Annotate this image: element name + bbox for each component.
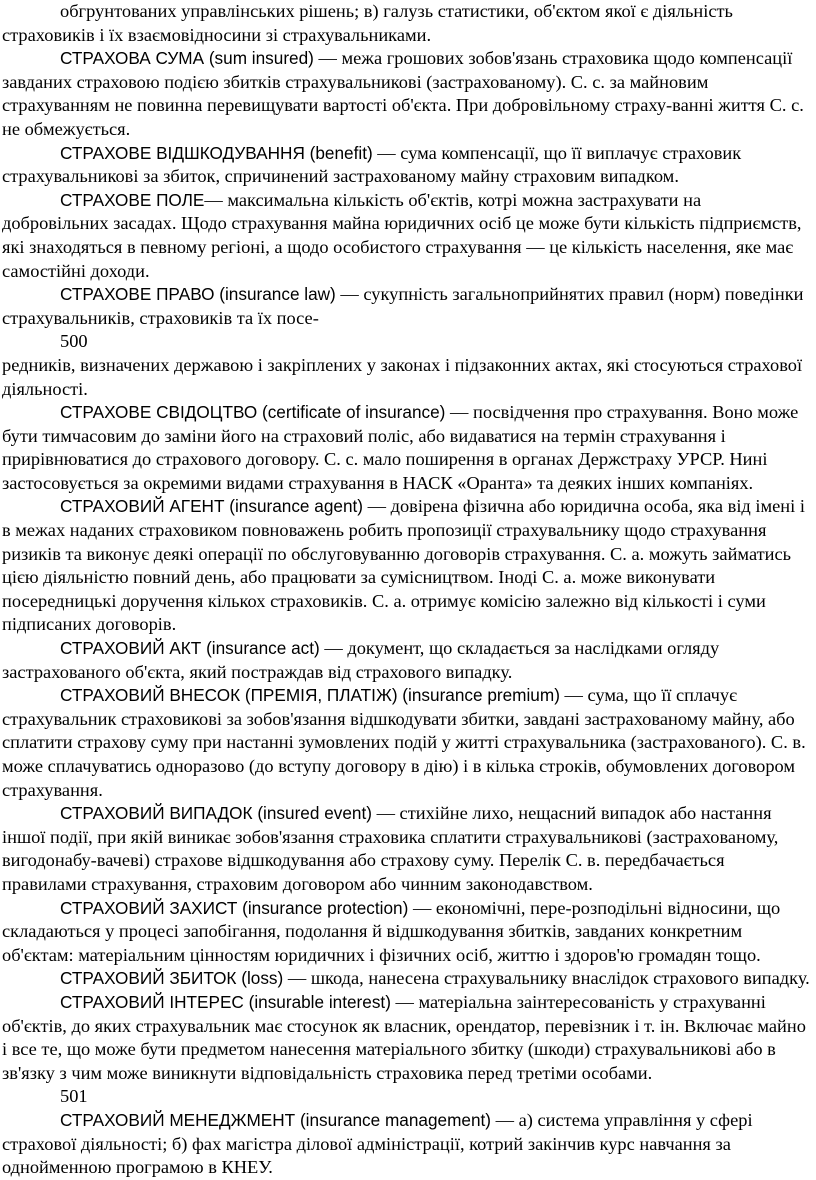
entry-term: СТРАХОВИЙ ЗАХИСТ (insurance protection) [60, 897, 409, 918]
entry-term: СТРАХОВИЙ МЕНЕДЖМЕНТ (insurance management) [60, 1109, 492, 1130]
entry-term: СТРАХОВА СУМА (sum insured) [60, 48, 314, 69]
entry-definition: — стихійне лихо, нещасний випадок або настання іншої події, при якій виникає зобов'язання страховика сплатити страхувальникові (застрахованому, вигодонабу-вачеві) страхове відшкодування або страхову суму. Перелік С. в. передбачається правилами страхування, страховим договором або чинним законодавством. [2, 803, 779, 894]
glossary-entry [2, 1109, 812, 1180]
entry-term: СТРАХОВЕ ВІДШКОДУВАННЯ (benefit) [60, 142, 373, 163]
entry-definition: — сума, що її сплачує страхувальник страховикові за зобов'язання відшкодувати збитки, завдані застрахованому майну, або сплатити страхову суму при настанні зумовлених подій у житті страхувальника (застрахованого). С. в. може сплачуватись одноразово (до вступу договору в дію) і в кілька строків, обумовлених договором страхування. [2, 685, 806, 800]
entry-definition: — довірена фізична або юридична особа, яка від імені і в межах наданих страховиком повноважень робить пропозиції страхувальнику щодо страхування ризиків та виконує деякі операції по обслуговуванню договорів страхування. С. а. можуть займатись цією діяльністю повний день, або працювати за сумісництвом. Іноді С. а. може виконувати посередницькі доручення кількох страховиків. С. а. отримує комісію залежно від кількості і суми підписаних договорів. [2, 496, 805, 635]
entry-term: СТРАХОВЕ ПРАВО (insurance law) [60, 284, 336, 305]
entry-definition: — сукупність загальноприйнятих правил (норм) поведінки страхувальників, страховиків та їх посе- [2, 284, 804, 328]
glossary-entry [2, 897, 812, 968]
entry-definition: — а) система управління у сфері страхової діяльності; б) фах магістра ділової адміністрації, котрий закінчив курс навчання за однойменною програмою в КНЕУ. [2, 1109, 753, 1178]
glossary-entry [2, 684, 812, 802]
entry-definition: — матеріальна заінтересованість у страхуванні об'єктів, до яких страхувальник має стосунок як власник, орендатор, перевізник і т. ін. Включає майно і все те, що може бути предметом нанесення матеріального збитку (шкоди) страхувальникові або в зв'язку з чим може виникнути відповідальність страховика перед третіми особами. [2, 991, 806, 1083]
paragraph-text: обгрунтованих управлінських рішень; в) галузь статистики, об'єктом якої є діяльність страховиків і їх взаємовідносини зі страхувальниками. [2, 1, 733, 45]
glossary-entry [2, 637, 812, 684]
entry-term: СТРАХОВИЙ ІНТЕРЕС (insurable interest) [60, 991, 391, 1012]
glossary-entry [2, 189, 812, 283]
entry-term: СТРАХОВИЙ ВИПАДОК (insured event) [60, 803, 372, 824]
page-number: 501 [60, 1086, 88, 1107]
entry-term: СТРАХОВИЙ АКТ (insurance act) [60, 638, 320, 659]
entry-definition: — сума компенсації, що її виплачує страховик страхувальникові за збиток, спричинений застрахованому майну страховим випадком. [2, 142, 742, 187]
glossary-entry [2, 802, 812, 896]
body-paragraph [2, 354, 812, 401]
entry-term: СТРАХОВЕ ПОЛЕ [60, 189, 205, 210]
glossary-entry [2, 967, 812, 991]
glossary-entry [2, 401, 812, 495]
entry-definition: — максимальна кількість об'єктів, котрі можна застрахувати на добровільних засадах. Щодо страхування майна юридичних осіб це може бути кількість підприємств, які знаходяться в певному регіоні, а щодо особистого страхування — це кількість населення, яке має самостійні доходи. [2, 189, 802, 281]
glossary-entry [2, 495, 812, 637]
body-paragraph [2, 0, 812, 47]
glossary-entry [2, 142, 812, 189]
glossary-entry [2, 991, 812, 1085]
entry-definition: — економічні, пере-розподільні відносини, що складаються у процесі запобігання, подолання й відшкодування збитків, завданих конкретним об'єктам: матеріальним цінностям юридичних і фізичних осіб, життю і здоров'ю громадян тощо. [2, 897, 781, 965]
entry-definition: — посвідчення про страхування. Воно може бути тимчасовим до заміни його на страховий поліс, або видаватися на термін страхування і прирівнюватися до страхового договору. С. с. мало поширення в органах Держстраху УРСР. Нині застосовується за окремими видами страхування в НАСК «Оранта» та деяких інших компаніях. [2, 402, 799, 493]
paragraph-text: редників, визначених державою і закріплених у законах і підзаконних актах, які стосуються страхової діяльності. [2, 354, 803, 399]
entry-term: СТРАХОВЕ СВІДОЦТВО (certificate of insurance) [60, 402, 446, 423]
page-number: 500 [60, 331, 88, 352]
entry-definition: — шкода, нанесена страхувальнику внаслідок страхового випадку. [283, 968, 810, 989]
entry-definition: — документ, що складається за наслідками огляду застрахованого об'єкта, який постраждав від страхового випадку. [2, 638, 720, 682]
glossary-entry [2, 47, 812, 141]
entry-term: СТРАХОВИЙ ВНЕСОК (ПРЕМІЯ, ПЛАТІЖ) (insurance premium) [60, 685, 560, 706]
entry-term: СТРАХОВИЙ ЗБИТОК (loss) [60, 968, 284, 989]
entry-term: СТРАХОВИЙ АГЕНТ (insurance agent) [60, 496, 364, 517]
entry-definition: — межа грошових зобов'язань страховика щодо компенсації завданих страховою подією збитків страхувальникові (застрахованому). С. с. за майновим страхуванням не повинна перевищувати вартості об'єкта. При добровільному страху-ванні життя С. с. не обмежується. [2, 48, 804, 139]
glossary-entry [2, 283, 812, 330]
